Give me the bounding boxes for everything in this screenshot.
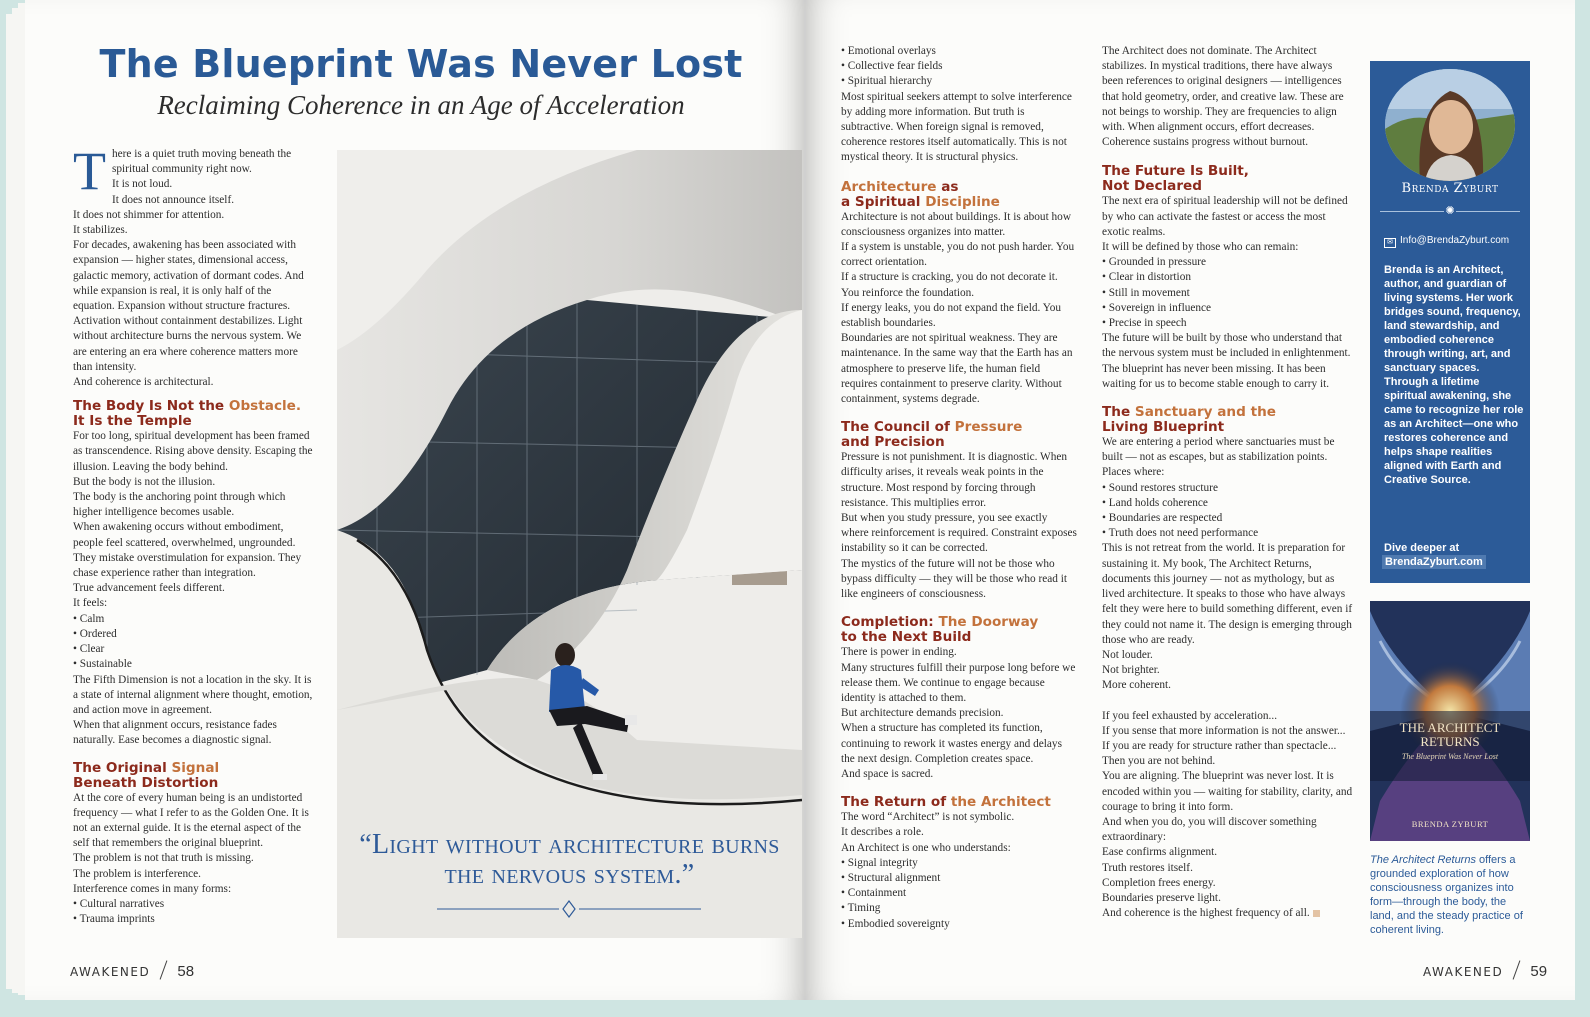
book-author: BRENDA ZYBURT [1411,819,1489,829]
book-caption: The Architect Returns offers a grounded exploration of how consciousness organizes into form—through the body, the land, and the steady practice of coherent living. [1370,854,1523,936]
folio-slash [160,960,168,979]
closing-line: And coherence is the highest frequency of all. [1102,906,1354,921]
body-line: It describes a role. [841,826,924,839]
body-line: When a structure has completed its function, continuing to rework it wastes energy and delays the next design. Completion creates space. [841,722,1062,765]
intro-first-line: here is a quiet truth moving beneath the spiritual community right now. [112,148,292,176]
sun-icon: ✺ [1445,204,1455,217]
body-line: It feels: [73,597,108,610]
intro-line: And coherence is architectural. [73,376,214,389]
body-line: Pressure is not punishment. It is diagnostic. When difficulty arises, it reveals weak points in the structure. Most respond by forcing through resistance. This multiplies error. [841,451,1068,509]
closing-line: Then you are not behind. [1102,755,1216,768]
body-line: If a structure is cracking, you do not decorate it. You reinforce the foundation. [841,271,1058,299]
body-line: But the body is not the illusion. [73,475,216,488]
closing-line: And when you do, you will discover something extraordinary: [1102,815,1317,844]
body-line: The body is the anchoring point through which higher intelligence becomes usable. [73,491,286,519]
closing-line: If you feel exhausted by acceleration... [1102,709,1278,722]
email-row[interactable] [1384,235,1524,248]
body-line: An Architect is one who understands: [841,841,1011,854]
book-cover [1370,601,1530,841]
body-line: The mystics of the future will not be those who bypass difficulty — they will be those who read it like engineers of consciousness. [841,557,1068,601]
heading-return: The Return of the Architect [841,794,1051,811]
intro-line: It does not announce itself. [112,193,235,206]
cta-text: Dive deeper at [1384,542,1460,554]
heading-sanctuary: The Sanctuary and the Living Blueprint [1102,404,1276,436]
body-line: Not louder. [1102,648,1153,661]
email-icon: ✉ [1384,238,1396,248]
closing-line: If you are ready for structure rather than spectacle... [1102,739,1337,752]
intro-line: It is not loud. [112,178,173,191]
left-page [25,0,805,1000]
heading-body-temple: The Body Is Not the Obstacle. It Is the Temple [73,398,302,430]
body-line: Boundaries are not spiritual weakness. They are maintenance. In the same way that the Earth has an atmosphere to preserve life, the human field requires containment to preserve clarity. Without containment, systems degrade. [841,332,1073,406]
body-line: Architecture is not about buildings. It is about how consciousness organizes into matter. [841,210,1071,238]
intro-line: It stabilizes. [73,224,128,237]
intro-line: For decades, awakening has been associated with expansion — higher states, dimensional access, galactic memory, activation of dormant codes. And while expansion is real, it is only half of the equation. Expansion without structure fractures. Activation without containment destabilizes. Light without architecture burns the nervous system. We are entering an era where coherence matters more than intensity. [73,239,304,373]
folio-label: AWAKENED [70,965,151,979]
right-folio [1423,960,1547,980]
bullet-item: • Containment [841,887,907,900]
left-folio [70,960,194,980]
body-line: True advancement feels different. [73,582,225,595]
body-line: Most spiritual seekers attempt to solve interference by adding more information. But truth is subtractive. When foreign signal is removed, coherence restores itself automatically. This is not mystical theory. It is structural physics. [841,90,1072,164]
body-line: More coherent. [1102,679,1172,692]
body-line: The future will be built by those who understand that the nervous system must be included in enlightenment. The blueprint has never been missing. It has been waiting for us to become stable enough to carry it. [1102,332,1351,390]
body-line: For too long, spiritual development has been framed as transcendence. Rising above density. Escaping the illusion. Leaving the body behind. [73,430,313,473]
bullet-item: • Trauma imprints [73,913,155,926]
body-line: But architecture demands precision. [841,707,1004,720]
bullet-item: • Sovereign in influence [1102,301,1212,314]
website-link[interactable]: BrendaZyburt.com [1382,555,1486,569]
article-title: The Blueprint Was Never Lost [99,42,743,86]
body-line: When that alignment occurs, resistance fades naturally. Ease becomes a diagnostic signal. [73,719,277,747]
closing-line: Truth restores itself. [1102,861,1193,874]
body-line: If a system is unstable, you do not push harder. You correct orientation. [841,241,1075,269]
bullet-item: • Calm [73,612,105,625]
bullet-item: • Precise in speech [1102,317,1187,330]
body-line: The word “Architect” is not symbolic. [841,811,1015,824]
architecture-illustration [337,150,802,938]
folio-label: AWAKENED [1423,965,1504,979]
body-line: The problem is not that truth is missing. [73,852,254,865]
bullet-item: • Sustainable [73,658,132,671]
bullet-item: • Clear in distortion [1102,271,1191,284]
heading-completion: Completion: The Doorway to the Next Build [841,614,1039,646]
body-line: The problem is interference. [73,867,201,880]
heading-original-signal: The Original Signal Beneath Distortion [73,759,220,791]
book-subtitle: The Blueprint Was Never Lost [1401,752,1499,761]
bullet-item: • Cultural narratives [73,897,165,910]
bullet-item: • Land holds coherence [1102,496,1208,509]
closing-line: Completion frees energy. [1102,876,1216,889]
architecture-photo [337,150,802,938]
heading-future: The Future Is Built, Not Declared [1102,163,1249,195]
closing-line: You are aligning. The blueprint was never lost. It is encoded within you — waiting for stability, clarity, and courage to bring it into form. [1102,770,1353,813]
body-line: The Fifth Dimension is not a location in the sky. It is a state of internal alignment where thought, emotion, and action move in agreement. [73,673,313,716]
heading-council: The Council of Pressure and Precision [841,419,1023,451]
bullet-item: • Boundaries are respected [1102,512,1223,525]
body-line: This is not retreat from the world. It is preparation for sustaining it. My book, The Architect Returns, documents this journey — not as mythology, but as lived architecture. It speaks to those who have always felt they were here to build something different, even if they could not name it. The design is emerging through those who are ready. [1102,542,1353,646]
closing-line: Ease confirms alignment. [1102,846,1218,859]
bullet-item: • Timing [841,902,881,915]
paragraph-spacer [1102,694,1354,709]
bullet-item: • Ordered [73,627,117,640]
book-title: THE ARCHITECT RETURNS [1399,720,1501,749]
author-name: Brenda Zyburt [1401,181,1499,196]
body-line: The Architect does not dominate. The Architect stabilizes. In mystical traditions, there have always been references to original designers — intelligences that hold geometry, order, and creative law. These are not beings to worship. They are frequencies to align with. When alignment occurs, effort decreases. Coherence sustains progress without burnout. [1102,45,1344,149]
heading-architecture: Architecture as a Spiritual Discipline [841,178,1000,210]
body-line: When awakening occurs without embodiment, people feel scattered, overwhelmed, ungrounded. They mistake overstimulation for expansion. They chase experience rather than integration. [73,521,302,580]
bullet-item: • Signal integrity [841,856,918,869]
body-line: Many structures fulfill their purpose long before we release them. We continue to engage because identity is attached to them. [841,661,1076,704]
article-subtitle: Reclaiming Coherence in an Age of Acceleration [157,90,685,120]
author-avatar [1385,69,1515,181]
author-bio: Brenda is an Architect, author, and guardian of living systems. Her work bridges sound, frequency, land stewardship, and embodied coherence through writing, art, and sanctuary spaces. Through a lifetime spiritual awakening, she came to recognize her role as an Architect—one who restores coherence and helps shape realities aligned with Earth and Creative Source. [1384,264,1524,486]
bullet-item: • Grounded in pressure [1102,256,1207,269]
closing-line: Boundaries preserve light. [1102,891,1221,904]
body-line: If energy leaks, you do not expand the field. You establish boundaries. [841,301,1062,330]
body-line: But when you study pressure, you see exactly where reinforcement is required. Constraint exposes instability so it can be corrected. [841,512,1077,555]
bullet-item: • Sound restores structure [1102,481,1218,494]
pull-quote: “Light without architecture burns the nervous system.” [359,830,780,890]
right-column-1 [841,44,1077,932]
bullet-item: • Truth does not need performance [1102,527,1259,540]
bullet-item: • Embodied sovereignty [841,917,950,930]
left-column [73,141,313,927]
bullet-item: • Clear [73,643,105,656]
bullet-item: • Still in movement [1102,286,1190,299]
body-line: The next era of spiritual leadership will not be defined by who can activate the fastest or access the most exotic realms. [1102,195,1348,238]
author-sidebar [1370,61,1530,583]
page-number: 58 [177,963,195,980]
author-portrait [1385,69,1515,181]
page-number: 59 [1530,963,1548,980]
bullet-item: • Structural alignment [841,871,941,884]
intro-line: It does not shimmer for attention. [73,208,225,221]
body-line: Interference comes in many forms: [73,882,232,895]
body-line: It will be defined by those who can remain: [1102,241,1299,254]
bullet-item: • Emotional overlays [841,45,936,57]
email-link[interactable]: Info@BrendaZyburt.com [1400,235,1510,246]
closing-line: If you sense that more information is not the answer... [1102,724,1346,737]
body-line: Not brighter. [1102,664,1160,677]
body-line: There is power in ending. [841,646,957,659]
bullet-item: • Collective fear fields [841,60,943,73]
body-line: At the core of every human being is an undistorted frequency — what I refer to as the Golden One. It is not an external guide. It is the eternal aspect of the self that remembers the original blueprint. [73,791,309,850]
bullet-item: • Spiritual hierarchy [841,75,933,88]
end-mark-icon [1313,910,1320,917]
body-line: And space is sacred. [841,767,934,780]
right-column-2 [1102,44,1354,921]
body-line: We are entering a period where sanctuaries must be built — not as escapes, but as stabilization points. Places where: [1102,436,1335,479]
right-page [805,0,1575,1000]
drop-cap: T [73,141,106,201]
folio-slash [1513,960,1521,979]
